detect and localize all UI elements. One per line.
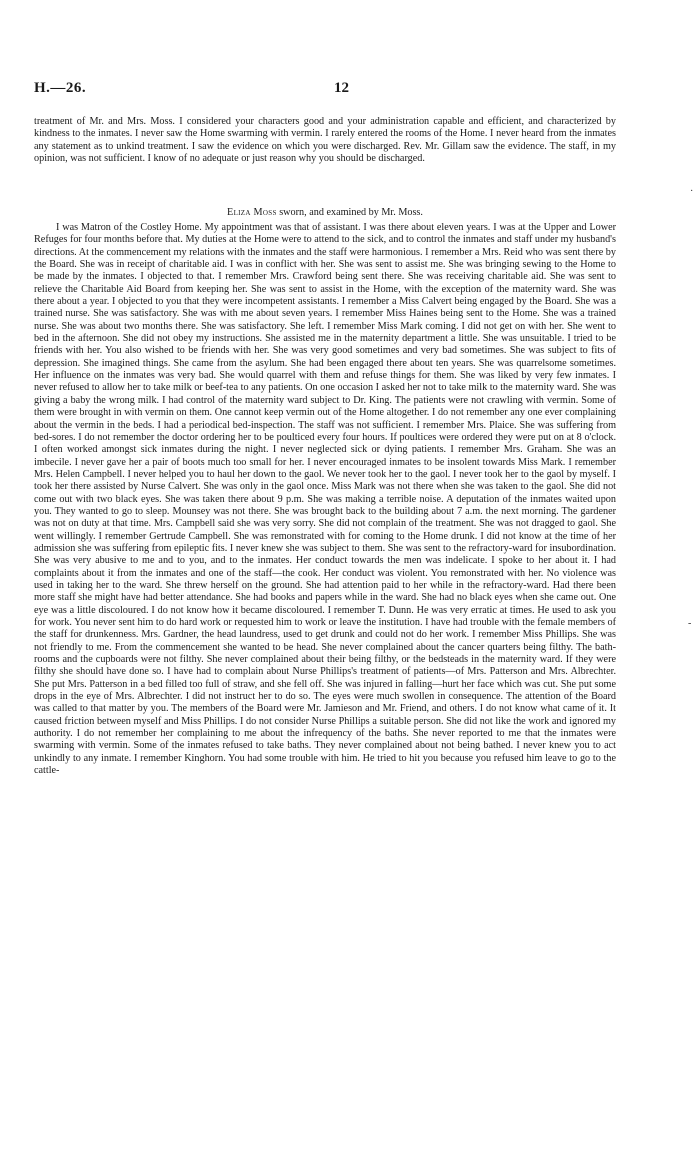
page-reference: H.—26. bbox=[34, 80, 87, 96]
margin-tick-mark: ‐ bbox=[688, 618, 692, 629]
page-header bbox=[34, 80, 616, 104]
paragraph-continued-testimony: treatment of Mr. and Mrs. Moss. I considered your characters good and your administration capable and efficient, and characterized by kindness to the inmates. I never saw the Home swarming with vermin. I rarely entered the rooms of the Home. I never heard from the inmates any statement as to unkind treatment. I saw the evidence on which you were discharged. Rev. Mr. Gillam saw the evidence. The staff, in my opinion, was not sufficient. I know of no adequate or just reason why you should be discharged. bbox=[34, 116, 616, 165]
witness-name: Eliza Moss bbox=[227, 207, 277, 218]
witness-heading bbox=[34, 206, 616, 219]
paragraph-eliza-moss-testimony: I was Matron of the Costley Home. My appointment was that of assistant. I was there about eleven years. I was at the Upper and Lower Refuges for four months before that. My duties at the Home were to attend to the sick, and to control the inmates and staff under my husband's directions. At the commencement my relations with the inmates and the staff were harmonious. I remember a Mrs. Reid who was sent there by the Board. She was in receipt of charitable aid. I was in conflict with her. She was sent to assist me. She was bringing sewing to the Home to be made by the inmates. I objected to that. I remember Mrs. Crawford being sent there. She was receiving charitable aid. She was sent to relieve the Charitable Aid Board from keeping her. She was sent to assist in the Home, with the exception of the maternity ward. She was there about a year. I objected to you that they were incompetent assistants. I remember a Miss Calvert being engaged by the Board. She was a trained nurse. She was satisfactory. She was with me about seven years. I remember Miss Haines being sent to the Home. She was a trained nurse. She was about two months there. She was satisfactory. She left. I remember Miss Mark coming. I did not get on with her. She went to bed in the afternoon. She did not obey my instructions. She assisted me in the maternity department a little. She was unsuitable. I tried to be friends with her. You also wished to be friends with her. She was very good sometimes and very bad sometimes. She was subject to fits of depression. She imagined things. She came from the asylum. She had been engaged there about ten years. She was quarrelsome sometimes. Her influence on the inmates was very bad. She would quarrel with them and refuse things for them. She was liked by very few inmates. I never refused to allow her to take milk or beef-tea to any patients. On one occasion I asked her not to take milk to the maternity ward. She was giving a baby the wrong milk. I had control of the maternity ward subject to Dr. King. The patients were not crawling with vermin. Some of them were brought in with vermin on them. One cannot keep vermin out of the Home altogether. I do not remember any one ever complaining about the vermin in the beds. I had a periodical bed-inspection. The staff was not sufficient. I remember Mrs. Plaice. She was suffering from bed-sores. I do not remember the doctor ordering her to be poulticed every four hours. If poultices were ordered they were put on at 8 o'clock. I often worked amongst sick inmates during the night. I never neglected sick or dying patients. I remember Mrs. Graham. She was an imbecile. I never gave her a pair of boots much too small for her. I never encouraged inmates to be insolent towards Miss Mark. I remember Mrs. Helen Campbell. I never helped you to haul her down to the gaol. We never took her to the gaol. I never took her to the gaol by myself. I took her there assisted by Nurse Calvert. She was only in the gaol once. Miss Mark was not there when she was taken to the gaol. She did not come out with two black eyes. She was taken there about 9 p.m. She was making a terrible noise. A deputation of the inmates waited upon you. They wanted to go to sleep. Mounsey was not there. She was brought back to the building about 7 a.m. the next morning. The gardener was not on duty at that time. Mrs. Campbell said she was very sorry. She did not complain of the treatment. She was not dragged to gaol. She went willingly. I remember Gertrude Campbell. She was remonstrated with for coming to the Home drunk. I did not know at the time of her admission she was suffering from epileptic fits. I never knew she was subject to them. She was sent to the refractory-ward for insubordination. She was very abusive to me and to you, and to the inmates. Her conduct towards the men was indelicate. I spoke to her about it. I had complaints about it from the inmates and one of the staff—the cook. Her conduct was violent. You remonstrated with her. No violence was used in taking her to the ward. She threw herself on the ground. She had attention paid to her while in the refractory-ward. Had there been more staff she might have had better attendance. She had books and papers while in the ward. She had no black eyes when she came out. One eye was a little discoloured. I do not know how it became discoloured. I remember T. Dunn. He was very erratic at times. He used to ask you for work. You never sent him to do hard work or requested him to work or leave the institution. I have had trouble with the female members of the staff for drunkenness. Mrs. Gardner, the head laundress, used to get drunk and could not do her work. I remember Miss Phillips. She was not friendly to me. From the commencement she wanted to be head. She never complained about the cancer quarters being filthy. The bath-rooms and the cupboards were not filthy. She never complained about their being filthy, or the bedsteads in the maternity ward. If they were filthy she should have done so. I have had to complain about Nurse Phillips's treatment of patients—of Mrs. Patterson and Mrs. Albrechter. She put Mrs. Patterson in a bed filled too full of straw, and she fell off. She was injured in falling—hurt her face which was cut. She put some drops in the eye of Mrs. Albrechter. I did not instruct her to do so. The eyes were much swollen in consequence. The attention of the Board was called to that matter by you. The members of the Board were Mr. Jamieson and Mr. Friend, and others. I do not know what came of it. It caused friction between myself and Miss Phillips. I do not consider Nurse Phillips a suitable person. She did not like the work and ignored my authority. I do not remember her complaining to me about the infrequency of the baths. She never reported to me that the inmates were swarming with vermin. Some of the inmates refused to take baths. They never complained about not being bathed. I never knew you to act unkindly to any inmate. I remember Kinghorn. You had some trouble with him. He tried to hit you because you refused him leave to go to the cattle- bbox=[34, 222, 616, 777]
margin-tick-mark: · bbox=[690, 186, 694, 197]
witness-heading-rest: sworn, and examined by Mr. Moss. bbox=[276, 207, 423, 218]
page-number: 12 bbox=[334, 80, 349, 96]
